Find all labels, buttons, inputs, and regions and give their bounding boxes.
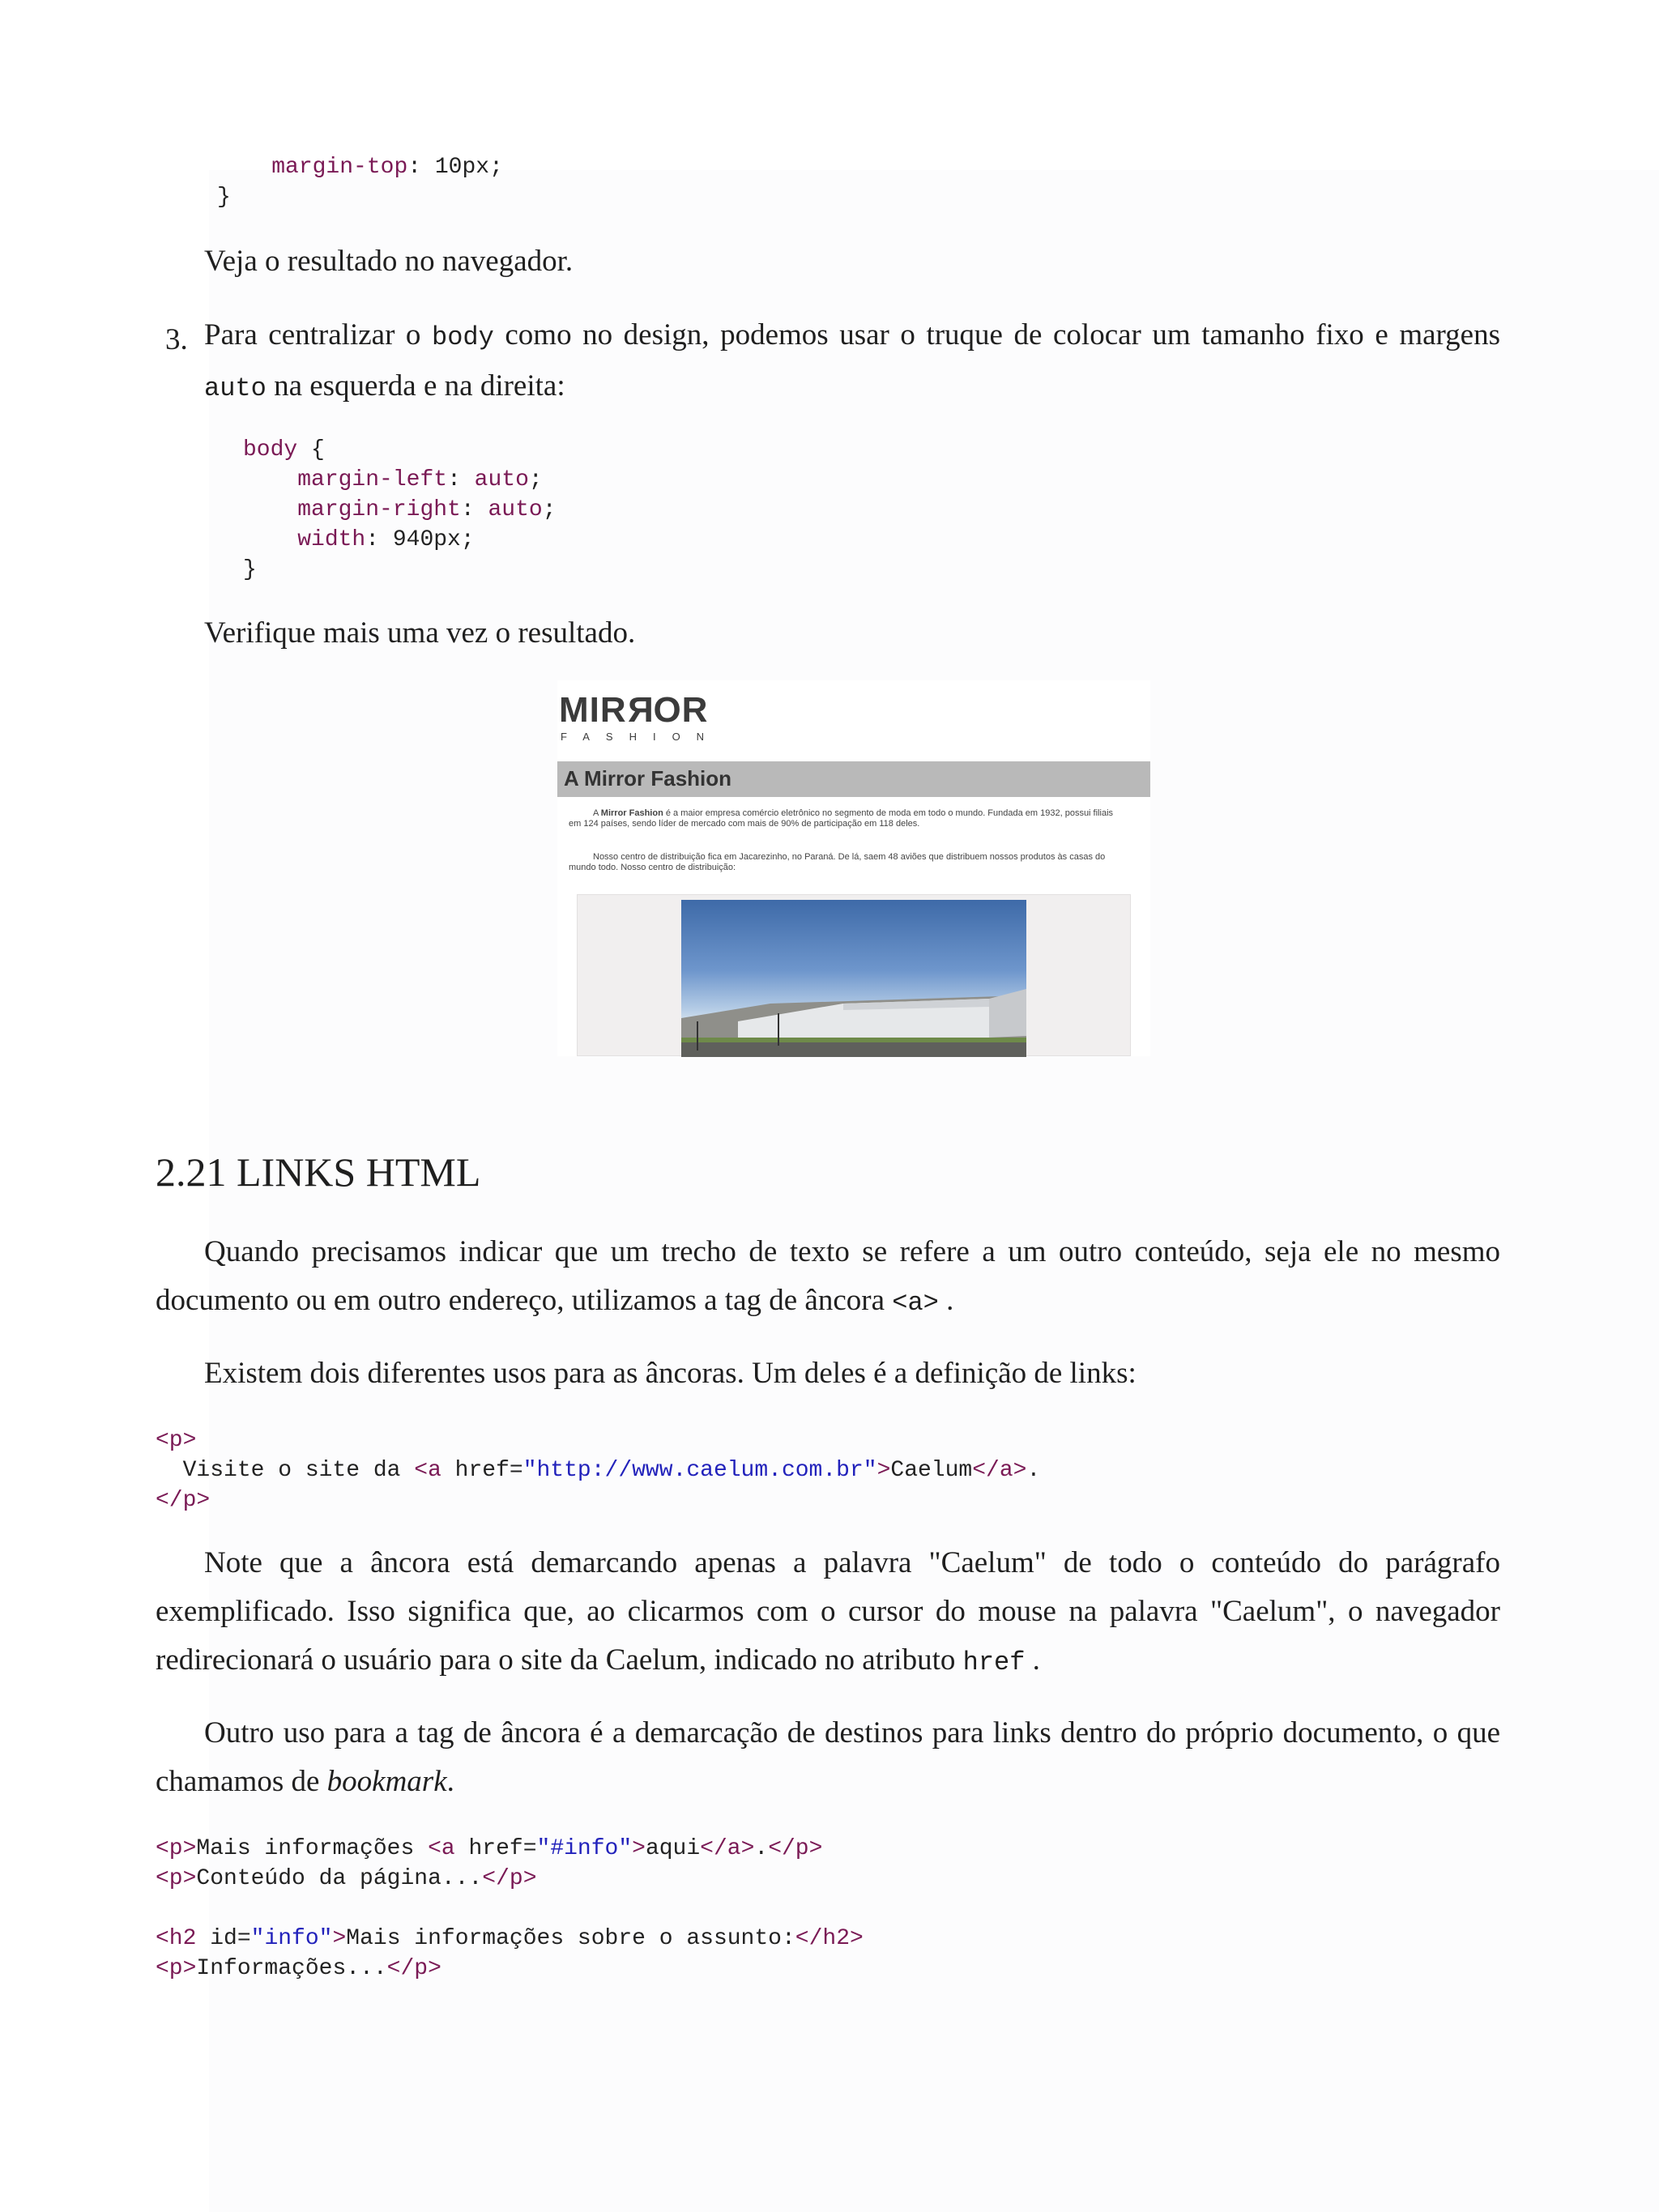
mirror-fashion-logo: MIRROR bbox=[559, 690, 709, 730]
code-block-body: body { margin-left: auto; margin-right: auto; width: 940px; } bbox=[243, 437, 557, 582]
inline-code-href: href bbox=[962, 1647, 1026, 1677]
inline-code-body: body bbox=[432, 322, 494, 352]
css-property: margin-top bbox=[271, 155, 408, 180]
figure-title-bar: A Mirror Fashion bbox=[557, 761, 1150, 797]
figure-paragraph-1: A Mirror Fashion é a maior empresa comércio eletrônico no segmento de moda em todo o mundo. Fundada em 1932, possui filiais em 124 países, sendo líder de mercado com mais de 90% de participação em 118 deles. bbox=[569, 808, 1114, 829]
result-screenshot bbox=[557, 680, 1150, 1056]
css-value: 10px bbox=[434, 155, 490, 180]
paragraph-anchor-intro: Quando precisamos indicar que um trecho de texto se refere a um outro conteúdo, seja ele no mesmo documento ou em outro endereço, utilizamos a tag de âncora <a> . bbox=[156, 1235, 1500, 1318]
code-block-margin-top: margin-top: 10px; } bbox=[217, 155, 503, 210]
verify-text: Verifique mais uma vez o resultado. bbox=[204, 616, 636, 650]
figure-paragraph-2: Nosso centro de distribuição fica em Jacarezinho, no Paraná. De lá, saem 48 aviões que distribuem nossos produtos às casas do mundo todo. Nosso centro de distribuição: bbox=[569, 852, 1106, 872]
photo-frame bbox=[577, 894, 1131, 1056]
code-block-bookmark: <p>Mais informações <a href="#info">aqui</a>.</p> <p>Conteúdo da página...</p> <h2 id="info">Mais informações sobre o assunto:</h2> <p>Informações...</p> bbox=[156, 1836, 864, 1981]
result-text: Veja o resultado no navegador. bbox=[204, 245, 574, 278]
warehouse-photo bbox=[681, 900, 1026, 1057]
list-item-3: Para centralizar o body como no design, podemos usar o truque de colocar um tamanho fixo e margens auto na esquerda e na direita: bbox=[204, 318, 1501, 403]
logo-subtitle: FASHION bbox=[561, 731, 721, 743]
code-block-link: <p> Visite o site da <a href="http://www.caelum.com.br">Caelum</a>. </p> bbox=[156, 1428, 1041, 1513]
inline-code-auto: auto bbox=[204, 373, 267, 403]
list-number: 3. bbox=[165, 323, 188, 356]
inline-code-a-tag: <a> bbox=[892, 1288, 939, 1318]
paragraph-bookmark: Outro uso para a tag de âncora é a demarcação de destinos para links dentro do próprio documento, o que chamamos de bookmark. bbox=[156, 1716, 1500, 1798]
paragraph-anchor-uses: Existem dois diferentes usos para as âncoras. Um deles é a definição de links: bbox=[204, 1357, 1137, 1390]
section-title: 2.21 LINKS HTML bbox=[156, 1149, 481, 1195]
paragraph-anchor-note: Note que a âncora está demarcando apenas a palavra "Caelum" de todo o conteúdo do parágrafo exemplificado. Isso significa que, ao clicarmos com o cursor do mouse na palavra "Caelum", o navegador redirecionará o usuário para o site da Caelum, indicado no atributo href . bbox=[156, 1546, 1500, 1677]
